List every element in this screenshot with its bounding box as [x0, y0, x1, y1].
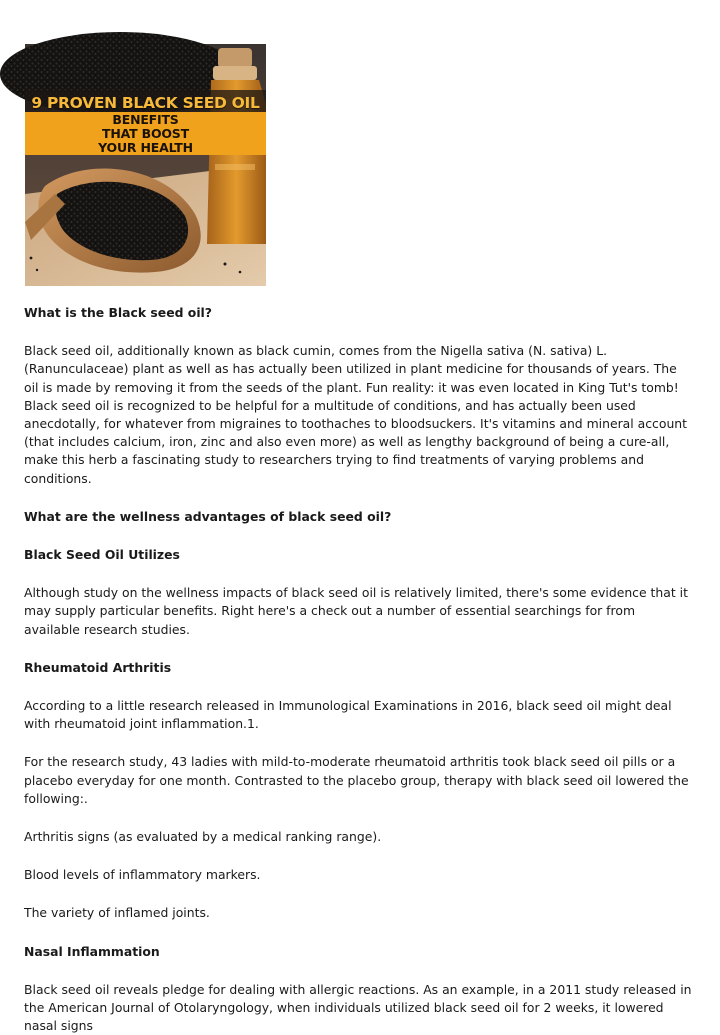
paragraph: The variety of inflamed joints. — [24, 905, 210, 921]
paragraph: Arthritis signs (as evaluated by a medical ranking range). — [24, 829, 382, 845]
section-heading: What is the Black seed oil? — [24, 305, 212, 320]
black-seed-oil-illustration — [25, 44, 266, 286]
section-heading: What are the wellness advantages of black seed oil? — [24, 508, 392, 524]
black-seed-oil-image — [25, 44, 266, 286]
paragraph: According to a little research released in Immunological Examinations in 2016, black seed oil might deal with rheumatoid joint inflammation.1. — [24, 698, 672, 732]
section-heading: Rheumatoid Arthritis — [24, 659, 172, 675]
paragraph: Black seed oil reveals pledge for dealing with allergic reactions. As an example, in a 2011 study released in the American Journal of Otolaryngology, when individuals utilized black seed oil for 2 weeks, it lowered nasal signs — [24, 981, 692, 1034]
section-heading: Black Seed Oil Utilizes — [24, 547, 180, 563]
banner-subtitle-line-3: YOUR HEALTH — [98, 140, 193, 155]
article-body — [24, 304, 694, 1035]
paragraph: Blood levels of inflammatory markers. — [24, 867, 261, 883]
banner-title: 9 PROVEN BLACK SEED OIL — [31, 94, 260, 112]
banner-subtitle-line-2: THAT BOOST — [102, 126, 189, 141]
section-heading: Nasal Inflammation — [24, 943, 160, 959]
paragraph: Black seed oil, additionally known as black cumin, comes from the Nigella sativa (N. sativa) L. (Ranunculaceae) plant as well as has actually been utilized in plant medicine for thousands of years. The oil is made by removing it from the seeds of the plant. Fun reality: it was even located in King Tut's tomb! Black seed oil is recognized to be helpful for a multitude of conditions, and has actually been used anecdotally, for whatever from migraines to toothaches to bloodsuckers. It's vitamins and mineral account (that includes calcium, iron, zinc and also even more) as well as lengthy background of being a cure-all, make this herb a fascinating study to researchers trying to find treatments of varying problems and conditions. — [24, 343, 688, 486]
paragraph: For the research study, 43 ladies with mild-to-moderate rheumatoid arthritis took black seed oil pills or a placebo everyday for one month. Contrasted to the placebo group, therapy with black seed oil lowered the following:. — [24, 754, 689, 806]
paragraph: Although study on the wellness impacts of black seed oil is relatively limited, there's some evidence that it may supply particular benefits. Right here's a check out a number of essential searchings for from available research studies. — [24, 585, 688, 637]
banner-subtitle-line-1: BENEFITS — [112, 112, 179, 127]
